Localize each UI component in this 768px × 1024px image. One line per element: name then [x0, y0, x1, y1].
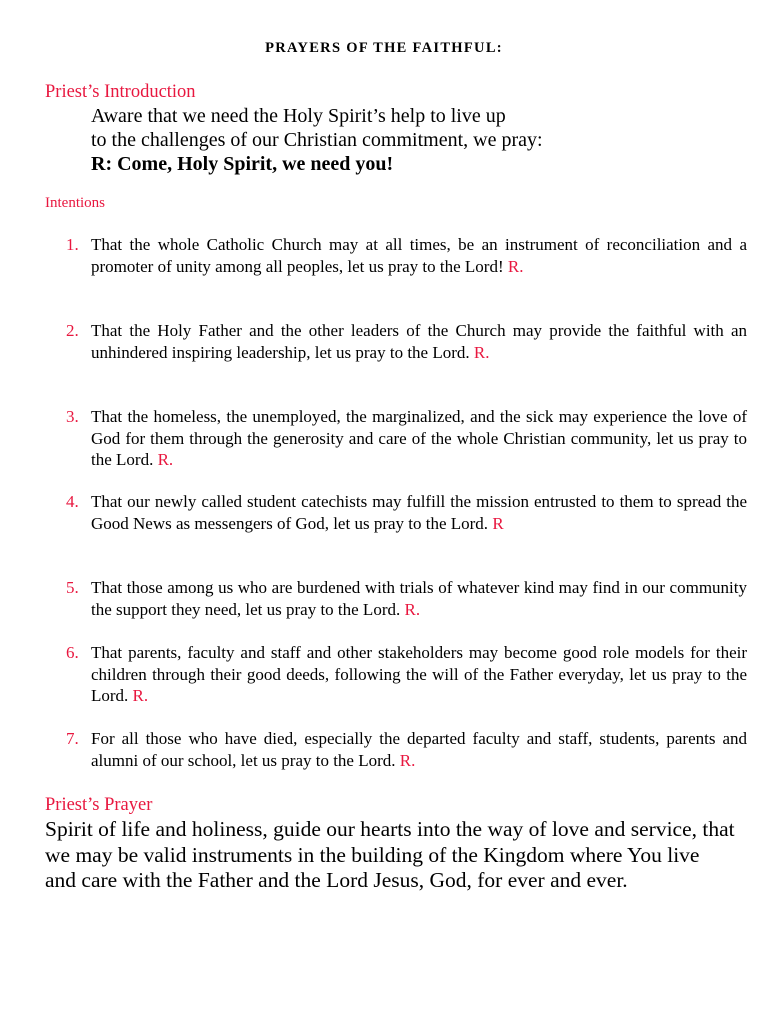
introduction-response: R: Come, Holy Spirit, we need you! — [91, 153, 394, 175]
intention-response: R. — [473, 342, 490, 362]
intention-response: R. — [507, 256, 524, 276]
intention-item — [66, 491, 747, 534]
introduction-body — [91, 104, 751, 176]
intention-number: 3. — [66, 407, 79, 426]
intention-number: 7. — [66, 729, 79, 748]
intention-number: 5. — [66, 578, 79, 597]
intention-item — [66, 234, 747, 277]
intention-response: R. — [157, 450, 174, 469]
page-title: PRAYERS OF THE FAITHFUL: — [265, 40, 503, 56]
intention-text: That the homeless, the unemployed, the marginalized, and the sick may experience the love of God for them through the generosity and care of the whole Christian community, let us pray to the Lord. — [91, 407, 747, 469]
intention-text: That our newly called student catechists may fulfill the mission entrusted to them to spread the Good News as messengers of God, let us pray to the Lord. — [91, 492, 747, 533]
intention-number: 1. — [66, 235, 79, 254]
prayer-body: Spirit of life and holiness, guide our hearts into the way of love and service, that we may be valid instruments in the building of the Kingdom where You live and care with the Father and the Lord Jesus, God, for ever and ever. — [45, 817, 735, 892]
intention-number: 2. — [66, 321, 79, 340]
introduction-heading: Priest’s Introduction — [45, 82, 196, 102]
introduction-line-1: Aware that we need the Holy Spirit’s help to live up — [91, 105, 506, 127]
intention-text: For all those who have died, especially the departed faculty and staff, students, parents and alumni of our school, let us pray to the Lord. — [91, 729, 747, 770]
intention-number: 4. — [66, 492, 79, 511]
intention-item — [66, 642, 747, 707]
intention-item — [66, 577, 747, 620]
intention-response: R. — [404, 599, 421, 619]
intention-text: That parents, faculty and staff and other stakeholders may become good role models for their children through their good deeds, following the will of the Father everyday, let us pray to the Lord. — [91, 643, 747, 705]
intention-response: R. — [399, 750, 416, 770]
intention-text: That those among us who are burdened with trials of whatever kind may find in our community the support they need, let us pray to the Lord. — [91, 578, 747, 619]
prayer-heading: Priest’s Prayer — [45, 795, 153, 815]
intention-response: R. — [132, 686, 149, 705]
intentions-heading: Intentions — [45, 195, 105, 211]
introduction-line-2: to the challenges of our Christian commitment, we pray: — [91, 129, 543, 151]
intention-text: That the whole Catholic Church may at all times, be an instrument of reconciliation and a promoter of unity among all peoples, let us pray to the Lord! — [91, 235, 747, 276]
intention-number: 6. — [66, 643, 79, 662]
intention-text: That the Holy Father and the other leaders of the Church may provide the faithful with an unhindered inspiring leadership, let us pray to the Lord. — [91, 321, 747, 362]
intention-item — [66, 320, 747, 363]
intention-item — [66, 728, 747, 771]
intention-item — [66, 406, 747, 471]
intention-response: R — [492, 513, 504, 533]
